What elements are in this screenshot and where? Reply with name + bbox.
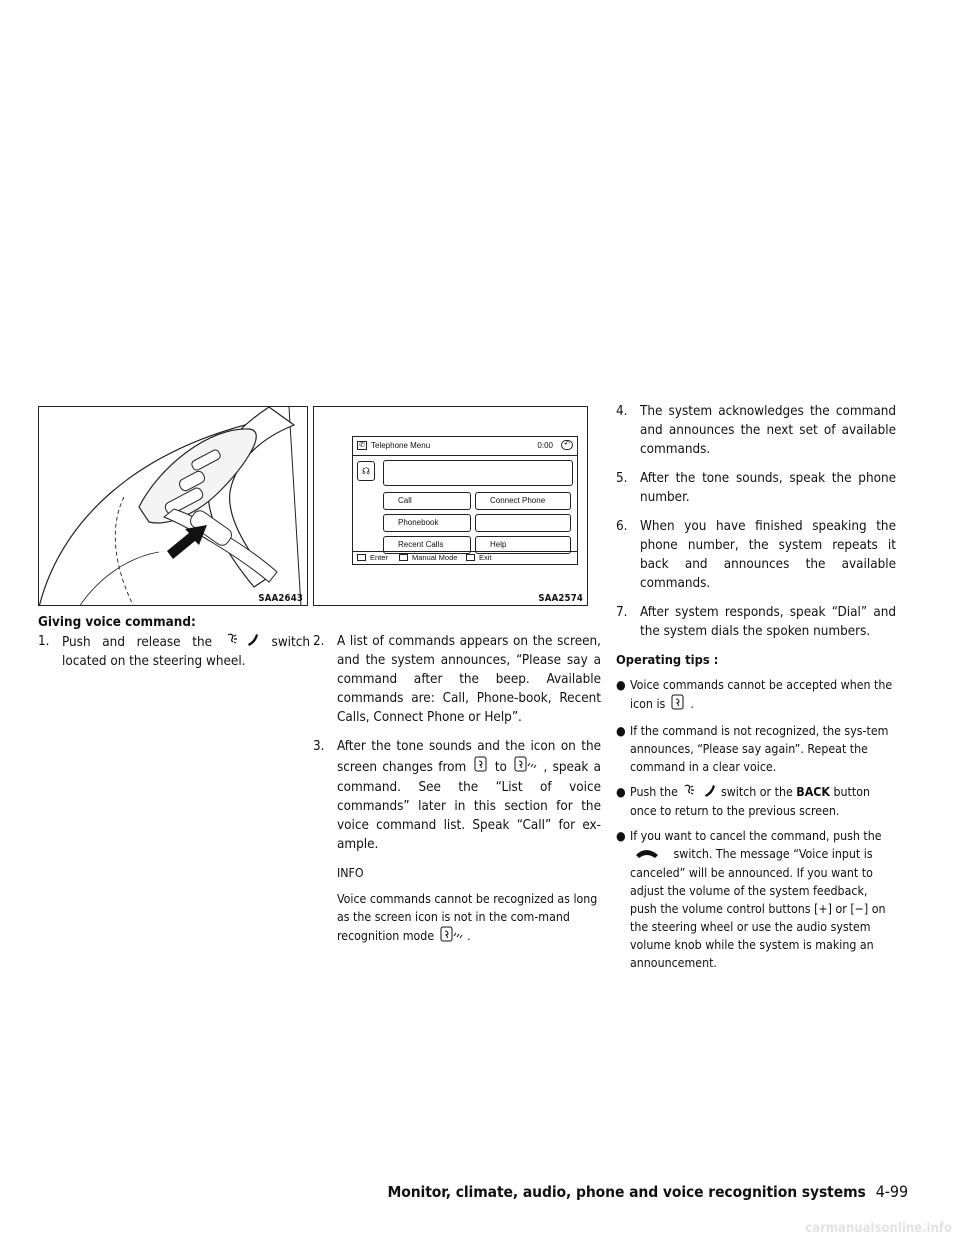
footer-enter-label: Enter [370, 553, 388, 562]
step-4 [616, 402, 896, 459]
connect-phone-command-button[interactable]: Connect Phone [475, 492, 571, 510]
bullet: ● [616, 724, 626, 738]
bullet: ● [616, 785, 626, 799]
step-number: 7. [616, 605, 628, 620]
tip-4 [616, 827, 896, 972]
talk-switch-icon [224, 632, 260, 652]
info-block [313, 864, 601, 947]
step-text: A list of commands appears on the screen, and the system announces, “Please say a command after the beep. Available commands are: Call, Phone-book, Recent Calls, Connect Phone or Help”. [337, 634, 601, 725]
figure-code: SAA2574 [538, 593, 583, 604]
step-number: 3. [313, 739, 325, 754]
step-text: switch located on the steering wheel. [62, 635, 311, 669]
info-text-part: Voice commands cannot be recognized as long as the screen icon is not in the com-mand recognition mode [337, 892, 598, 943]
section-heading: Giving voice command: [38, 615, 196, 630]
telephone-menu-screen [352, 436, 578, 565]
step-text: The system acknowledges the command and announces the next set of available commands. [640, 404, 896, 457]
screen-time: 0:00 [537, 441, 553, 450]
info-text-part: . [467, 929, 471, 943]
screen-title-bar [353, 437, 577, 456]
exit-icon [466, 554, 475, 561]
enter-icon [357, 554, 366, 561]
back-button-label: BACK [796, 785, 830, 799]
step-2 [313, 632, 601, 727]
screen-footer-bar [353, 551, 577, 564]
footer-exit-label: Exit [479, 553, 492, 562]
tip-1 [616, 676, 896, 715]
call-command-button[interactable]: Call [383, 492, 471, 510]
footer-manual-label: Manual Mode [412, 553, 458, 562]
voice-mode-icon: ☊ [357, 461, 375, 481]
hang-up-switch-icon [630, 846, 670, 864]
tip-text: button once to return to the previous screen. [630, 785, 870, 818]
step-text: After system responds, speak “Dial” and the system dials the spoken numbers. [640, 605, 896, 639]
right-column [616, 402, 896, 979]
voice-active-icon [512, 756, 538, 778]
command-display-field [383, 460, 573, 486]
tip-text: switch or the [720, 785, 793, 799]
step-text: After the tone sounds and the icon on the screen changes from [337, 739, 601, 775]
step-number: 4. [616, 404, 628, 419]
step-text: , speak a command. See the “List of voice commands” later in this section for the voice command list. Speak “Call” for ex-ample. [337, 760, 602, 852]
steering-wheel-figure [38, 406, 308, 606]
voice-idle-icon [472, 756, 490, 778]
tip-text: . [690, 697, 694, 711]
tip-text: Push the [630, 785, 678, 799]
recent-calls-command-button[interactable]: Recent Calls [383, 536, 471, 554]
page-footer [387, 1182, 908, 1202]
info-text [337, 890, 601, 947]
step-7 [616, 603, 896, 641]
tip-text: If you want to cancel the command, push the [630, 829, 882, 843]
step-5 [616, 469, 896, 507]
voice-active-icon [438, 926, 464, 947]
figure-code: SAA2643 [258, 593, 303, 604]
section-title: Monitor, climate, audio, phone and voice recognition systems [387, 1183, 866, 1201]
bullet: ● [616, 829, 626, 843]
manual-mode-icon [399, 554, 408, 561]
back-icon: ↶ [561, 440, 573, 450]
phone-icon: ✆ [357, 441, 367, 450]
help-command-button[interactable]: Help [475, 536, 571, 554]
tip-2 [616, 722, 896, 776]
bullet: ● [616, 678, 626, 692]
step-number: 5. [616, 471, 628, 486]
watermark: carmanualsonline.info [805, 1221, 952, 1236]
voice-idle-icon [669, 694, 687, 715]
page-number: 4-99 [875, 1182, 908, 1201]
tip-text: Voice commands cannot be accepted when the icon is [630, 678, 893, 711]
step-3 [313, 737, 601, 854]
step-text: to [494, 760, 507, 775]
step-text: Push and release the [62, 635, 213, 650]
step-number: 2. [313, 634, 325, 649]
step-number: 1. [38, 634, 50, 649]
talk-switch-icon [681, 783, 717, 802]
left-column [38, 613, 310, 681]
step-6 [616, 517, 896, 593]
screen-title: Telephone Menu [371, 441, 431, 450]
tip-3 [616, 783, 896, 820]
info-label: INFO [337, 866, 364, 880]
step-text: When you have finished speaking the phone number, the system repeats it back and announces the available commands. [640, 519, 896, 591]
step-text: After the tone sounds, speak the phone number. [640, 471, 896, 505]
tip-text: If the command is not recognized, the sys-tem announces, “Please say again”. Repeat the command in a clear voice. [630, 724, 889, 774]
tip-text: switch. The message “Voice input is canceled” will be announced. If you want to adjust the volume of the system feedback, push the volume control buttons [+] or [−] on the steering wheel or use the audio system volume knob while the system is making an announcement. [630, 847, 886, 970]
tips-heading: Operating tips : [616, 653, 719, 668]
steering-wheel-illustration [39, 407, 308, 606]
telephone-menu-figure [313, 406, 588, 606]
step-1 [38, 632, 310, 671]
empty-command-button[interactable] [475, 514, 571, 532]
middle-column [313, 632, 601, 947]
phonebook-command-button[interactable]: Phonebook [383, 514, 471, 532]
step-number: 6. [616, 519, 628, 534]
